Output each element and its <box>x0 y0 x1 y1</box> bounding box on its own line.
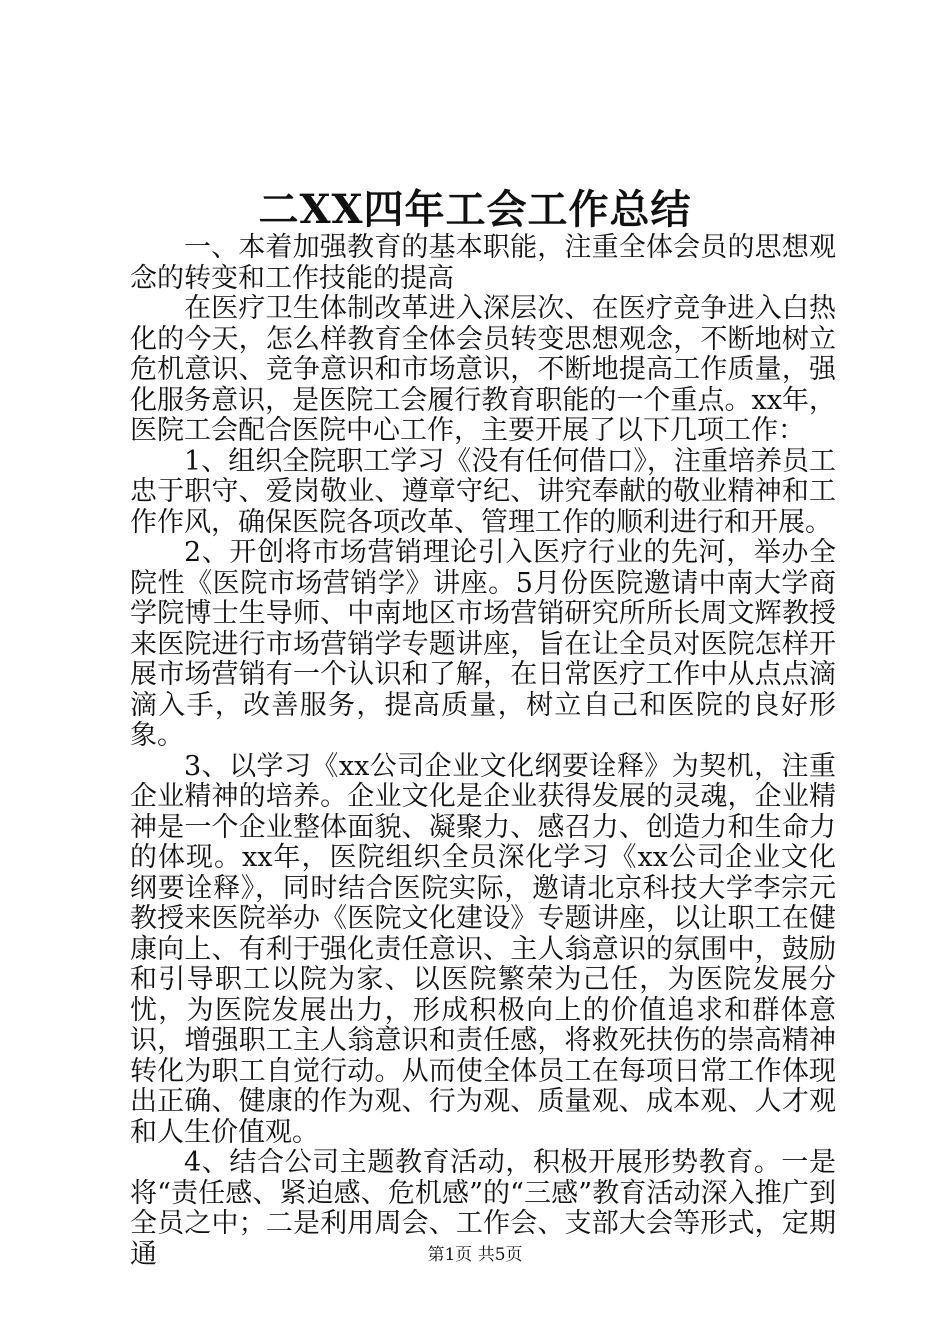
paragraph-section-heading: 一、本着加强教育的基本职能，注重全体会员的思想观念的转变和工作技能的提高 <box>130 232 836 294</box>
paragraph-item-1: 1、组织全院职工学习《没有任何借口》，注重培养员工忠于职守、爱岗敬业、遵章守纪、讲究奉献的敬业精神和工作作风，确保医院各项改革、管理工作的顺利进行和开展。 <box>130 445 836 538</box>
paragraph-item-2: 2、开创将市场营销理论引入医疗行业的先河，举办全院性《医院市场营销学》讲座。5月份医院邀请中南大学商学院博士生导师、中南地区市场营销研究所所长周文辉教授来医院进行市场营销学专题讲座，旨在让全员对医院怎样开展市场营销有一个认识和了解，在日常医疗工作中从点点滴滴入手，改善服务，提高质量，树立自己和医院的良好形象。 <box>130 537 836 751</box>
paragraph-item-4: 4、结合公司主题教育活动，积极开展形势教育。一是将“责任感、紧迫感、危机感”的“三感”教育活动深入推广到全员之中；二是利用周会、工作会、支部大会等形式，定期通 <box>130 1147 836 1270</box>
document-title: 二XX四年工会工作总结 <box>258 186 692 233</box>
paragraph-intro: 在医疗卫生体制改革进入深层次、在医疗竞争进入白热化的今天，怎么样教育全体会员转变思想观念，不断地树立危机意识、竞争意识和市场意识，不断地提高工作质量，强化服务意识，是医院工会履行教育职能的一个重点。xx年，医院工会配合医院中心工作，主要开展了以下几项工作： <box>130 293 836 446</box>
paragraph-item-3: 3、以学习《xx公司企业文化纲要诠释》为契机，注重企业精神的培养。企业文化是企业获得发展的灵魂，企业精神是一个企业整体面貌、凝聚力、感召力、创造力和生命力的体现。xx年，医院组织全员深化学习《xx公司企业文化纲要诠释》，同时结合医院实际，邀请北京科技大学李宗元教授来医院举办《医院文化建设》专题讲座，以让职工在健康向上、有利于强化责任意识、主人翁意识的氛围中，鼓励和引导职工以院为家、以医院繁荣为己任，为医院发展分忧，为医院发展出力，形成积极向上的价值追求和群体意识，增强职工主人翁意识和责任感，将救死扶伤的崇高精神转化为职工自觉行动。从而使全体员工在每项日常工作体现出正确、健康的作为观、行为观、质量观、成本观、人才观和人生价值观。 <box>130 750 836 1148</box>
page-number-footer: 第1页 共5页 <box>427 1245 523 1265</box>
document-body <box>130 233 836 1270</box>
